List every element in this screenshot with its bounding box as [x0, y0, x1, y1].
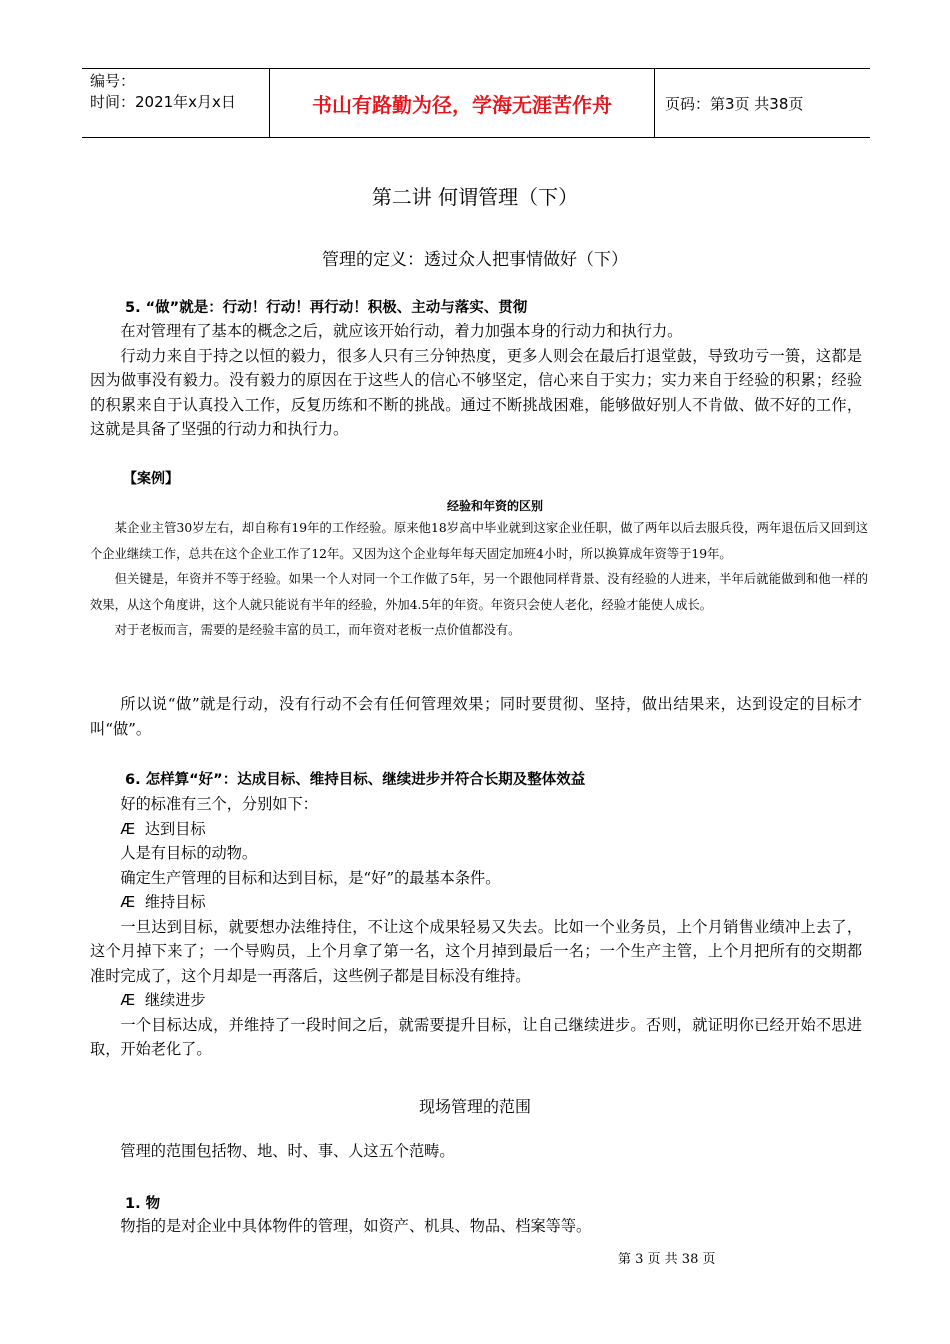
header-table	[82, 68, 870, 138]
header-page-info: 页码：第3页 共38页	[665, 94, 804, 113]
item1-paragraph-2: 确定生产管理的目标和达到目标，是“好”的最基本条件。	[120, 868, 501, 887]
section5-body	[90, 319, 862, 442]
scope-title: 现场管理的范围	[418, 1097, 531, 1116]
scope-paragraph-1: 物指的是对企业中具体物件的管理，如资产、机具、物品、档案等等。	[120, 1217, 592, 1235]
item-label: 维持目标	[144, 893, 206, 911]
case-paragraph-2: 但关键是，年资并不等于经验。如果一个人对同一个工作做了5年，另一个跟他同样背景、没有经验的人进来，半年后就能做到和他一样的效果，从这个角度讲，这个人就只能说有半年的经验，外加4.5年的年资。年资只会使人老化，经验才能使人成长。	[90, 572, 868, 612]
date-label: 时间：2021年x月x日	[90, 93, 236, 111]
case-label: 【案例】	[123, 471, 179, 487]
item1-paragraph-1: 人是有目标的动物。	[120, 844, 258, 862]
section5-paragraph-1: 在对管理有了基本的概念之后，就应该开始行动，着力加强本身的行动力和执行力。	[120, 322, 683, 340]
header-motto: 书山有路勤为径，学海无涯苦作舟	[270, 69, 655, 137]
bullet-marker: Æ	[120, 819, 136, 838]
section6-heading: 6. 怎样算“好”：达成目标、维持目标、继续进步并符合长期及整体效益	[125, 772, 586, 788]
case-body	[90, 516, 868, 644]
number-label: 编号：	[90, 72, 136, 90]
section6-body	[90, 792, 862, 1062]
lecture-title: 第二讲 何谓管理（下）	[371, 185, 579, 209]
section5-heading: 5. “做”就是：行动！行动！再行动！积极、主动与落实、贯彻	[125, 300, 528, 316]
page-footer: 第 3 页 共 38 页	[618, 1252, 716, 1267]
lecture-subtitle: 管理的定义：透过众人把事情做好（下）	[322, 250, 628, 270]
item-label: 达到目标	[144, 819, 206, 838]
scope-intro: 管理的范围包括物、地、时、事、人这五个范畴。	[120, 1142, 455, 1160]
case-conclusion: 所以说“做”就是行动，没有行动不会有任何管理效果；同时要贯彻、坚持，做出结果来，达到设定的目标才叫“做”。	[90, 695, 862, 738]
case-paragraph-3: 对于老板而言，需要的是经验丰富的员工，而年资对老板一点价值都没有。	[114, 623, 521, 637]
header-left-cell	[82, 69, 270, 137]
section6-intro: 好的标准有三个，分别如下：	[120, 795, 318, 813]
scope-heading-1: 1. 物	[125, 1196, 161, 1212]
bullet-marker: Æ	[120, 991, 136, 1009]
item-label: 继续进步	[144, 991, 206, 1009]
item3-paragraph: 一个目标达成，并维持了一段时间之后，就需要提升目标，让自己继续进步。否则，就证明你已经开始不思进取，开始老化了。	[90, 1015, 862, 1058]
case-paragraph-1: 某企业主管30岁左右，却自称有19年的工作经验。原来他18岁高中毕业就到这家企业任职，做了两年以后去服兵役，两年退伍后又回到这个企业继续工作，总共在这个企业工作了12年。又因为这个企业每年每天固定加班4小时，所以换算成年资等于19年。	[90, 521, 868, 561]
item2-paragraph: 一旦达到目标，就要想办法维持住，不让这个成果轻易又失去。比如一个业务员，上个月销售业绩冲上去了，这个月掉下来了；一个导购员，上个月拿了第一名，这个月掉到最后一名；一个生产主管，上个月把所有的交期都准时完成了，这个月却是一再落后，这些例子都是目标没有维持。	[90, 917, 862, 985]
case-title: 经验和年资的区别	[446, 499, 543, 513]
list-item	[90, 890, 862, 915]
list-item	[90, 817, 862, 842]
list-item	[90, 988, 862, 1013]
section5-paragraph-2: 行动力来自于持之以恒的毅力，很多人只有三分钟热度，更多人则会在最后打退堂鼓，导致功亏一篑，这都是因为做事没有毅力。没有毅力的原因在于这些人的信心不够坚定，信心来自于实力；实力来自于经验的积累；经验的积累来自于认真投入工作，反复历练和不断的挑战。通过不断挑战困难，能够做好别人不肯做、做不好的工作，这就是具备了坚强的行动力和执行力。	[90, 346, 862, 438]
bullet-marker: Æ	[120, 893, 136, 911]
